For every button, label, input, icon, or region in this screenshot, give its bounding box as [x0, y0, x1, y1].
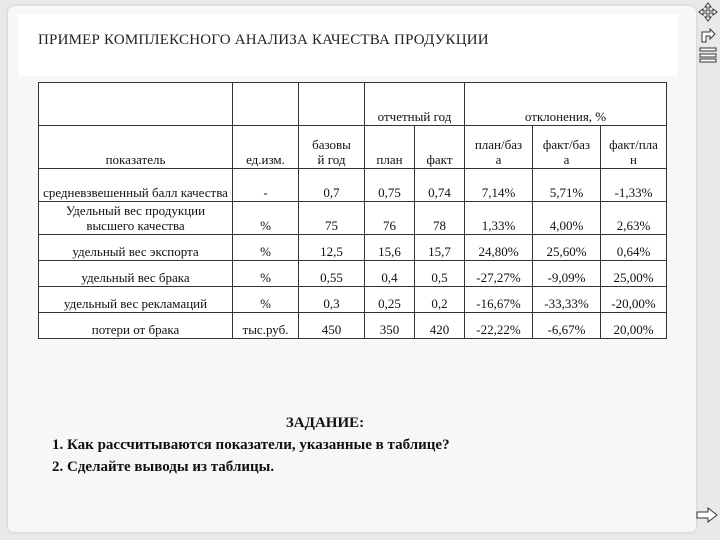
table-row: [39, 235, 667, 261]
table-row: [39, 313, 667, 339]
value-cell: 2,63%: [601, 202, 667, 235]
table-row: [39, 169, 667, 202]
next-slide-icon[interactable]: [696, 506, 718, 524]
row-label-cell: удельный вес брака: [39, 261, 233, 287]
header-empty-cell: [299, 83, 365, 126]
value-cell: 75: [299, 202, 365, 235]
value-cell: 0,74: [415, 169, 465, 202]
table-row: [39, 261, 667, 287]
header-plan: план: [365, 126, 415, 169]
value-cell: -1,33%: [601, 169, 667, 202]
value-cell: 4,00%: [533, 202, 601, 235]
move-icon[interactable]: [698, 2, 718, 22]
header-fact: факт: [415, 126, 465, 169]
row-label-cell: средневзвешенный балл качества: [39, 169, 233, 202]
value-cell: 0,2: [415, 287, 465, 313]
value-cell: 0,7: [299, 169, 365, 202]
value-cell: 78: [415, 202, 465, 235]
table-column-header-row: [39, 126, 667, 169]
value-cell: 0,5: [415, 261, 465, 287]
row-label-cell: удельный вес экспорта: [39, 235, 233, 261]
row-label-cell: потери от брака: [39, 313, 233, 339]
header-base-year: базовы й год: [299, 126, 365, 169]
header-fact-base: факт/баз а: [533, 126, 601, 169]
value-cell: 20,00%: [601, 313, 667, 339]
value-cell: 0,3: [299, 287, 365, 313]
header-reporting-year: отчетный год: [365, 83, 465, 126]
value-cell: %: [233, 287, 299, 313]
table-row: [39, 202, 667, 235]
value-cell: тыс.руб.: [233, 313, 299, 339]
value-cell: 420: [415, 313, 465, 339]
row-label-cell: удельный вес рекламаций: [39, 287, 233, 313]
header-plan-base: план/баз а: [465, 126, 533, 169]
value-cell: 25,00%: [601, 261, 667, 287]
value-cell: 7,14%: [465, 169, 533, 202]
quality-analysis-table: [38, 82, 667, 339]
header-unit: ед.изм.: [233, 126, 299, 169]
table-group-header-row: [39, 83, 667, 126]
value-cell: 12,5: [299, 235, 365, 261]
value-cell: %: [233, 202, 299, 235]
value-cell: 0,4: [365, 261, 415, 287]
task-title: ЗАДАНИЕ:: [285, 415, 365, 431]
header-deviations: отклонения, %: [465, 83, 667, 126]
value-cell: 15,7: [415, 235, 465, 261]
value-cell: -9,09%: [533, 261, 601, 287]
header-empty-cell: [233, 83, 299, 126]
value-cell: 15,6: [365, 235, 415, 261]
value-cell: -: [233, 169, 299, 202]
task-item: 2. Сделайте выводы из таблицы.: [67, 456, 605, 478]
value-cell: %: [233, 235, 299, 261]
value-cell: -6,67%: [533, 313, 601, 339]
slide-title: ПРИМЕР КОМПЛЕКСНОГО АНАЛИЗА КАЧЕСТВА ПРОДУКЦИИ: [38, 32, 489, 48]
value-cell: 1,33%: [465, 202, 533, 235]
task-list: [45, 434, 605, 478]
value-cell: -27,27%: [465, 261, 533, 287]
value-cell: -20,00%: [601, 287, 667, 313]
value-cell: 0,75: [365, 169, 415, 202]
value-cell: -16,67%: [465, 287, 533, 313]
value-cell: 0,25: [365, 287, 415, 313]
row-label-cell: Удельный вес продукции высшего качества: [39, 202, 233, 235]
task-item: 1. Как рассчитываются показатели, указанные в таблице?: [67, 434, 605, 456]
value-cell: 350: [365, 313, 415, 339]
value-cell: 25,60%: [533, 235, 601, 261]
task-block: [45, 415, 605, 478]
value-cell: 0,55: [299, 261, 365, 287]
menu-icon[interactable]: [698, 46, 718, 64]
header-indicator: показатель: [39, 126, 233, 169]
value-cell: %: [233, 261, 299, 287]
value-cell: 450: [299, 313, 365, 339]
value-cell: 24,80%: [465, 235, 533, 261]
value-cell: -33,33%: [533, 287, 601, 313]
header-fact-plan: факт/пла н: [601, 126, 667, 169]
value-cell: 0,64%: [601, 235, 667, 261]
header-empty-cell: [39, 83, 233, 126]
value-cell: 76: [365, 202, 415, 235]
return-icon[interactable]: [698, 24, 718, 44]
value-cell: 5,71%: [533, 169, 601, 202]
table-row: [39, 287, 667, 313]
value-cell: -22,22%: [465, 313, 533, 339]
